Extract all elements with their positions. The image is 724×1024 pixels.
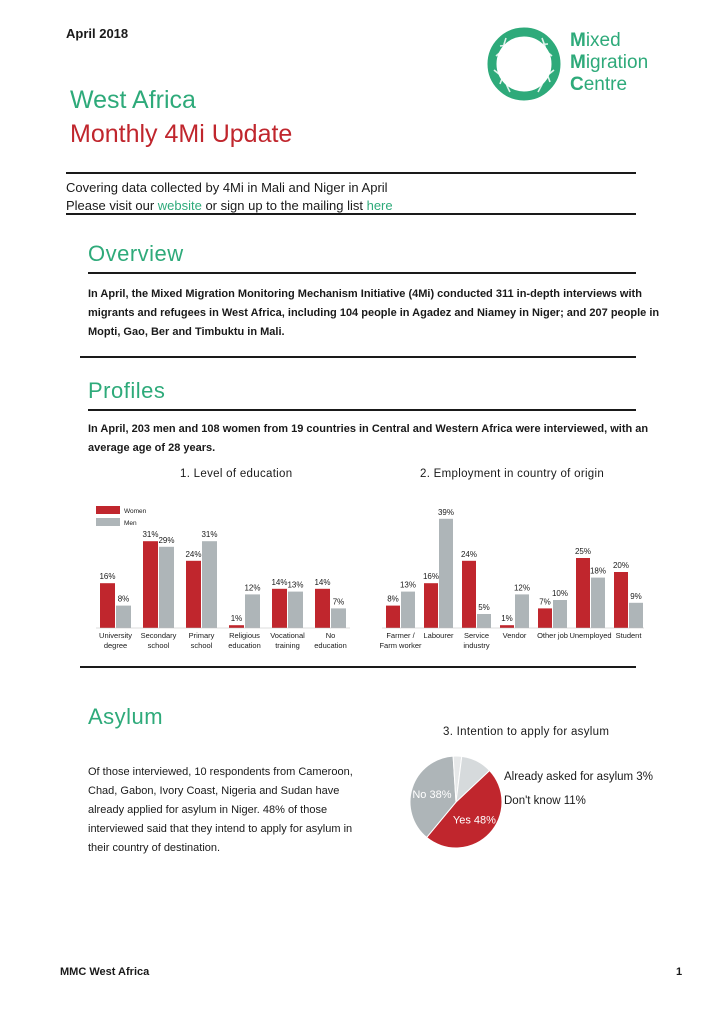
divider [66,172,636,174]
category-label: education [228,641,261,650]
education-chart-title: 1. Level of education [180,468,293,480]
bar-men-0 [401,592,415,628]
footer-org: MMC West Africa [60,966,150,978]
category-label: Farmer / [386,631,415,640]
category-label: Student [615,631,642,640]
data-label: 39% [437,507,455,517]
data-label: 1% [230,614,243,624]
bar-men-0 [116,606,131,628]
pie-label: Don't know 11% [504,795,586,807]
bar-men-5 [331,608,346,628]
data-label: 14% [271,577,288,587]
category-label: Farm worker [379,641,422,650]
employment-chart-title: 2. Employment in country of origin [420,468,605,480]
data-label: 25% [574,547,592,556]
divider [88,272,636,274]
asylum-heading: Asylum [88,704,164,729]
bar-men-3 [245,594,260,628]
data-label: 24% [460,549,478,559]
data-label: 14% [314,577,331,587]
divider [80,356,636,358]
bar-men-2 [202,541,217,628]
data-label: 13% [287,580,304,590]
bar-men-3 [515,594,529,628]
mailing-list-link[interactable]: here [366,198,393,213]
bar-women-3 [229,625,244,628]
category-label: Labourer [423,631,454,640]
data-label: 31% [201,530,218,540]
divider [80,666,636,668]
bar-men-1 [439,519,453,628]
pie-label: No 38% [412,789,452,802]
mmc-logo-text: Mixed Migration Centre [570,30,649,95]
category-label: Vocational [270,631,305,640]
data-label: 5% [478,603,490,612]
category-label: Unemployed [569,631,612,640]
category-label: school [190,641,213,650]
intro-line-2: Please visit our website or sign up to the mailing list here [66,198,393,213]
data-label: 18% [589,566,607,576]
bar-women-6 [614,572,628,628]
asylum-chart-title: 3. Intention to apply for asylum [443,726,610,738]
category-label: University [99,631,132,640]
intro-line-1: Covering data collected by 4Mi in Mali and Niger in April [66,180,388,195]
bar-women-1 [424,583,438,628]
category-label: training [275,641,300,650]
data-label: 12% [513,583,531,593]
data-label: 31% [142,530,159,540]
page-title: Monthly 4Mi Update [70,120,293,148]
pie-label: Yes 48% [452,814,496,827]
bar-women-2 [186,561,201,628]
report-date: April 2018 [66,26,129,41]
category-label: Vendor [502,631,527,640]
overview-heading: Overview [88,241,184,266]
data-label: 29% [158,535,175,545]
page-number: 1 [676,966,683,978]
mmc-logo-icon [486,26,564,104]
education-chart [80,496,360,656]
bar-women-5 [576,558,590,628]
intro-block [66,179,393,215]
legend-swatch-men [96,518,120,526]
divider [66,213,636,215]
data-label: 8% [117,594,130,604]
bar-women-4 [538,608,552,628]
data-label: 7% [332,597,345,607]
legend-swatch-women [96,506,120,514]
profiles-heading: Profiles [88,378,166,403]
category-label: industry [463,641,490,650]
category-label: No [325,631,336,640]
bar-women-0 [386,606,400,628]
bar-women-3 [500,625,514,628]
bar-women-2 [462,561,476,628]
bar-women-1 [143,541,158,628]
category-label: degree [103,641,128,650]
bar-men-2 [477,614,491,628]
legend-label: Women [124,508,147,515]
bar-men-4 [553,600,567,628]
data-label: 20% [612,561,630,570]
data-label: 7% [539,597,551,607]
category-label: education [314,641,347,650]
bar-women-0 [100,583,115,628]
category-label: Other job [537,631,568,640]
data-label: 8% [387,594,399,604]
data-label: 1% [501,614,513,624]
data-label: 16% [99,572,116,582]
category-label: Religious [229,631,260,640]
data-label: 16% [422,572,440,582]
asylum-pie-chart [410,756,710,856]
data-label: 10% [551,589,569,598]
category-label: Service [463,631,490,640]
data-label: 9% [630,591,642,601]
category-label: Secondary [140,631,177,640]
bar-men-4 [288,592,303,628]
data-label: 12% [244,583,261,593]
employment-chart [376,496,676,656]
bar-men-6 [629,603,643,628]
bar-women-4 [272,589,287,628]
website-link[interactable]: website [157,198,202,213]
legend-label: Men [124,520,137,527]
bar-men-5 [591,578,605,628]
bar-women-5 [315,589,330,628]
category-label: school [147,641,170,650]
page-title-region: West Africa [70,86,196,114]
category-label: Primary [188,631,215,640]
pie-label: Already asked for asylum 3% [504,771,653,783]
data-label: 13% [399,580,417,590]
bar-men-1 [159,547,174,628]
data-label: 24% [185,549,202,559]
overview-text: In April, the Mixed Migration Monitoring Mechanism Initiative (4Mi) conducted 311 in-depth interviews with migrants and refugees in West Africa, including 104 people in Agadez and Niamey in Niger; and 207 people in Mopti, Gao, Ber and Timbuktu in Mali. [88,288,660,338]
asylum-text: Of those interviewed, 10 respondents from Cameroon, Chad, Gabon, Ivory Coast, Nigeria and Sudan have already applied for asylum in Niger. 48% of those interviewed said that they intend to apply for asylum in their country of destination. [88,766,353,854]
divider [88,409,636,411]
profiles-text: In April, 203 men and 108 women from 19 countries in Central and Western Africa were interviewed, with an average age of 28 years. [88,423,649,454]
